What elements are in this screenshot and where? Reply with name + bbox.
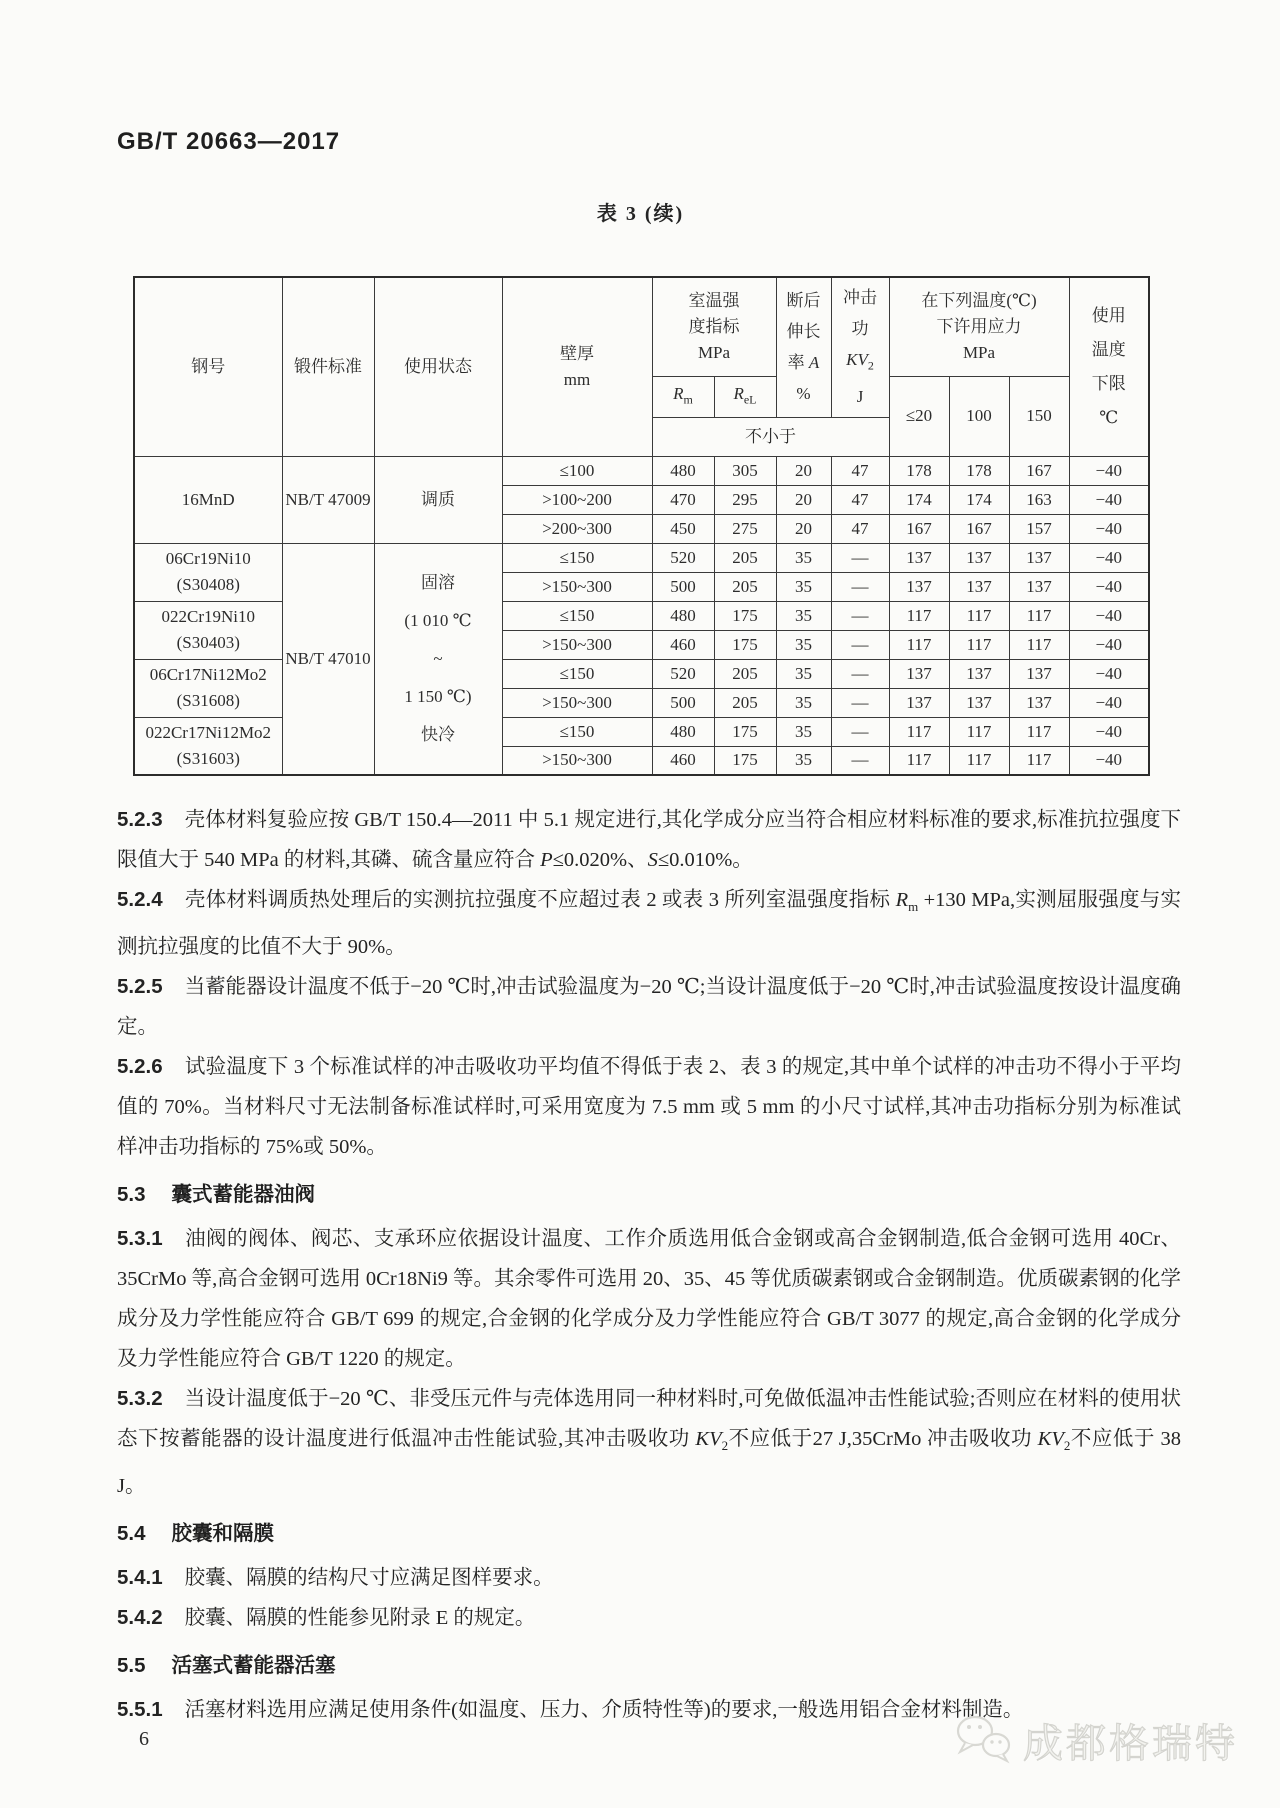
table-cell: 137 [949,659,1009,688]
table-cell: −40 [1069,717,1149,746]
header-usage-temp-limit: 使用 温度 下限 ℃ [1069,277,1149,456]
table-cell: 178 [949,456,1009,485]
table-cell: −40 [1069,456,1149,485]
table-cell: — [831,746,889,775]
table-cell: 205 [714,572,776,601]
steel-cell: 022Cr19Ni10 (S30403) [134,601,282,659]
table-cell: 175 [714,717,776,746]
section-heading-5-3 [117,1175,1181,1215]
table-cell: 20 [776,485,831,514]
header-allowable-stress: 在下列温度(℃) 下许用应力 MPa [889,277,1069,376]
steel-cell: 06Cr19Ni10 (S30408) [134,543,282,601]
table-cell: 117 [889,601,949,630]
table-cell: 175 [714,601,776,630]
table-cell: 35 [776,746,831,775]
table-cell: ≤150 [502,543,652,572]
table-cell: 178 [889,456,949,485]
header-wall-thickness: 壁厚 mm [502,277,652,456]
clause-text: 壳体材料调质热处理后的实测抗拉强度不应超过表 2 或表 3 所列室温强度指标 $R_m +130$ MPa,实测屈服强度与实测抗拉强度的比值不大于 90%。 [117,889,1181,959]
table-cell: 35 [776,601,831,630]
table-cell: 137 [889,543,949,572]
doc-number: GB/T 20663—2017 [117,128,341,155]
clause-number: 5.2.3 [117,808,163,831]
section-number: 5.4 [117,1522,146,1546]
table-cell: −40 [1069,659,1149,688]
table-cell: >150~300 [502,688,652,717]
table-cell: 117 [1009,717,1069,746]
table-cell: −40 [1069,543,1149,572]
header-forging-standard: 锻件标准 [282,277,374,456]
table-cell: 157 [1009,514,1069,543]
table-cell: 137 [1009,572,1069,601]
table-cell: 35 [776,717,831,746]
table-cell: 35 [776,572,831,601]
table3-container [133,276,1150,776]
table-cell: 460 [652,630,714,659]
table-cell: 205 [714,659,776,688]
table-cell: — [831,688,889,717]
table-cell: 167 [1009,456,1069,485]
table-cell: >150~300 [502,746,652,775]
table-cell: ≤150 [502,717,652,746]
header-usage-state: 使用状态 [374,277,502,456]
table-cell: 117 [949,630,1009,659]
table-cell: — [831,659,889,688]
table-cell: >200~300 [502,514,652,543]
clause-text: 胶囊、隔膜的性能参见附录 E 的规定。 [184,1607,536,1630]
section-title: 囊式蓄能器油阀 [171,1183,315,1207]
clause-number: 5.4.2 [117,1606,163,1630]
table-cell: ≤150 [502,601,652,630]
table-cell: 117 [1009,630,1069,659]
section-heading-5-5 [117,1646,1181,1686]
table-cell: −40 [1069,746,1149,775]
table-cell: 117 [949,601,1009,630]
section-title: 活塞式蓄能器活塞 [171,1654,336,1678]
header-rel: $R_{eL}$ [714,376,776,417]
state-cell: 固溶 (1 010 ℃ ~ 1 150 ℃) 快冷 [374,543,502,775]
clause-5-4-1 [117,1558,1181,1598]
table-cell: 470 [652,485,714,514]
header-temp-20: ≤20 [889,376,949,456]
clause-number: 5.3.2 [117,1387,163,1411]
table-cell: 167 [949,514,1009,543]
table-cell: >100~200 [502,485,652,514]
table-cell: 137 [1009,688,1069,717]
table-cell: 295 [714,485,776,514]
header-temp-150: 150 [1009,376,1069,456]
table-cell: — [831,601,889,630]
table-cell: 35 [776,630,831,659]
standard-cell: NB/T 47010 [282,543,374,775]
clause-text: 试验温度下 3 个标准试样的冲击吸收功平均值不得低于表 2、表 3 的规定,其中单个试样的冲击功不得小于平均值的 70%。当材料尺寸无法制备标准试样时,可采用宽度为 7.5 mm 或 5 mm 的小尺寸试样,其冲击功指标分别为标准试样冲击功指标的 75%或 50%。 [117,1056,1181,1159]
table-cell: 35 [776,659,831,688]
table-cell: 500 [652,572,714,601]
clause-text: 胶囊、隔膜的结构尺寸应满足图样要求。 [184,1567,554,1590]
table-cell: 175 [714,746,776,775]
table-cell: 520 [652,543,714,572]
watermark-text: 成都格瑞特 [1023,1722,1238,1766]
table-cell: 163 [1009,485,1069,514]
table-cell: 47 [831,485,889,514]
table-header-row [134,277,1149,376]
clause-number: 5.4.1 [117,1566,163,1590]
table-cell: — [831,572,889,601]
steel-cell: 06Cr17Ni12Mo2 (S31608) [134,659,282,717]
table-cell: −40 [1069,514,1149,543]
table-cell: 137 [889,572,949,601]
table-cell: 174 [889,485,949,514]
table-cell: 117 [889,717,949,746]
header-temp-100: 100 [949,376,1009,456]
table-cell: 35 [776,543,831,572]
clause-5-2-6 [117,1047,1181,1167]
table-cell: 117 [889,746,949,775]
table-cell: 20 [776,456,831,485]
table-cell: 47 [831,456,889,485]
table-cell: 35 [776,688,831,717]
table-cell: 117 [949,746,1009,775]
table-cell: ≤150 [502,659,652,688]
table-cell: 205 [714,543,776,572]
table-cell: — [831,717,889,746]
table-cell: 137 [1009,659,1069,688]
table-cell: 167 [889,514,949,543]
table-row [134,456,1149,485]
table-cell: 117 [1009,601,1069,630]
clause-number: 5.2.5 [117,975,163,999]
table-cell: 137 [949,688,1009,717]
clause-number: 5.5.1 [117,1698,163,1722]
table-cell: 205 [714,688,776,717]
clause-number: 5.3.1 [117,1227,163,1251]
header-rm: $R_m$ [652,376,714,417]
table-cell: 480 [652,717,714,746]
clause-text: 油阀的阀体、阀芯、支承环应依据设计温度、工作介质选用低合金钢或高合金钢制造,低合金钢可选用 40Cr、35CrMo 等,高合金钢可选用 0Cr18Ni9 等。其余零件可选用 20、35、45 等优质碳素钢或合金钢制造。优质碳素钢的化学成分及力学性能应符合 GB/T 699 的规定,合金钢的化学成分及力学性能应符合 GB/T 3077 的规定,高合金钢的化学成分及力学性能应符合 GB/T 1220 的规定。 [117,1228,1181,1371]
table-cell: 175 [714,630,776,659]
table-cell: 137 [1009,543,1069,572]
table-cell: −40 [1069,688,1149,717]
clause-text: 当设计温度低于−20 ℃、非受压元件与壳体选用同一种材料时,可免做低温冲击性能试验;否则应在材料的使用状态下按蓄能器的设计温度进行低温冲击性能试验,其冲击吸收功 $KV_2$不应低于27 J,35CrMo 冲击吸收功 $KV_2$不应低于 38 J。 [117,1388,1181,1498]
table-cell: 174 [949,485,1009,514]
section-number: 5.5 [117,1654,146,1678]
clause-text: 当蓄能器设计温度不低于−20 ℃时,冲击试验温度为−20 ℃;当设计温度低于−20 ℃时,冲击试验温度按设计温度确定。 [117,976,1181,1039]
table3 [133,276,1150,776]
table-title: 表 3 (续) [596,203,685,225]
table-cell: — [831,543,889,572]
page-number: 6 [139,1728,149,1750]
table-row [134,543,1149,572]
table-cell: 480 [652,601,714,630]
steel-cell: 022Cr17Ni12Mo2 (S31603) [134,717,282,775]
table-cell: 275 [714,514,776,543]
table-cell: 117 [949,717,1009,746]
standard-cell: NB/T 47009 [282,456,374,543]
clause-5-3-2 [117,1379,1181,1506]
table-cell: 137 [949,572,1009,601]
section-heading-5-4 [117,1514,1181,1554]
watermark [951,1712,1238,1769]
table-cell: 137 [949,543,1009,572]
table-cell: 137 [889,688,949,717]
table-cell: 460 [652,746,714,775]
table-cell: 500 [652,688,714,717]
clause-text: 活塞材料选用应满足使用条件(如温度、压力、介质特性等)的要求,一般选用铝合金材料制造。 [184,1699,1024,1722]
table-cell: 305 [714,456,776,485]
table-cell: 450 [652,514,714,543]
table-cell: 480 [652,456,714,485]
header-not-less-than: 不小于 [652,417,889,456]
clause-5-2-5 [117,967,1181,1047]
table-cell: ≤100 [502,456,652,485]
clause-5-2-3 [117,800,1181,880]
clause-5-2-4 [117,880,1181,967]
table-cell: −40 [1069,601,1149,630]
clause-text: 壳体材料复验应按 GB/T 150.4—2011 中 5.1 规定进行,其化学成分应当符合相应材料标准的要求,标准抗拉强度下限值大于 540 MPa 的材料,其磷、硫含量应符合 P≤0.020%、S≤0.010%。 [117,809,1181,871]
table-cell: 117 [1009,746,1069,775]
table-cell: — [831,630,889,659]
wechat-icon [951,1712,1015,1769]
section-title: 胶囊和隔膜 [171,1522,274,1546]
header-room-temp-strength: 室温强 度指标 MPa [652,277,776,376]
table-cell: >150~300 [502,572,652,601]
clause-5-3-1 [117,1219,1181,1379]
table-cell: 520 [652,659,714,688]
table-cell: 117 [889,630,949,659]
header-steel-no: 钢号 [134,277,282,456]
table-cell: −40 [1069,485,1149,514]
table-cell: 137 [889,659,949,688]
table-cell: 47 [831,514,889,543]
body-text [117,800,1181,1730]
table-cell: >150~300 [502,630,652,659]
steel-cell: 16MnD [134,456,282,543]
clause-number: 5.2.4 [117,888,163,911]
table-cell: −40 [1069,630,1149,659]
clause-5-4-2 [117,1598,1181,1638]
header-elongation: 断后 伸长 率 A % [776,277,831,417]
header-impact-energy: 冲击 功 $KV_2$ J [831,277,889,417]
clause-number: 5.2.6 [117,1055,163,1079]
section-number: 5.3 [117,1183,146,1207]
table-cell: −40 [1069,572,1149,601]
state-cell: 调质 [374,456,502,543]
table-cell: 20 [776,514,831,543]
